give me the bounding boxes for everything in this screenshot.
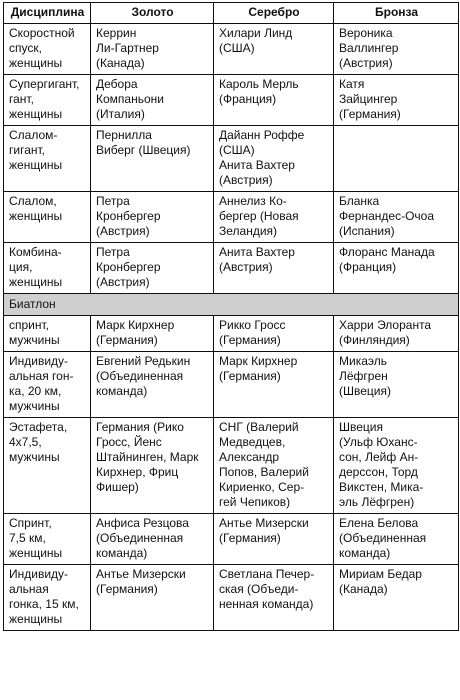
gold-line: (Канада) — [96, 56, 145, 70]
silver-line: Рикко Гросс — [219, 318, 286, 332]
silver-cell — [214, 126, 334, 192]
bronze-line: (Объединенная — [339, 531, 427, 545]
discipline-line: женщины — [9, 546, 63, 560]
gold-cell — [91, 316, 214, 352]
section-row — [4, 294, 459, 316]
silver-line: Медведцев, — [219, 435, 286, 449]
bronze-cell — [334, 418, 459, 514]
gold-cell — [91, 243, 214, 294]
discipline-line: гант, — [9, 92, 34, 106]
gold-cell — [91, 192, 214, 243]
gold-line: Штайнинген, Марк — [96, 450, 199, 464]
gold-line: Компаньони — [96, 92, 164, 106]
bronze-line: (Финляндия) — [339, 333, 410, 347]
table-row — [4, 316, 459, 352]
gold-line: Антье Мизерски — [96, 567, 186, 581]
discipline-line: 7,5 км, — [9, 531, 46, 545]
discipline-line: Комбина- — [9, 245, 62, 259]
discipline-cell — [4, 243, 91, 294]
discipline-line: женщины — [9, 107, 63, 121]
silver-cell — [214, 514, 334, 565]
gold-line: Петра — [96, 245, 130, 259]
bronze-line: Зайцингер — [339, 92, 398, 106]
bronze-cell — [334, 514, 459, 565]
gold-line: Фишер) — [96, 480, 139, 494]
gold-cell — [91, 565, 214, 631]
discipline-line: женщины — [9, 158, 63, 172]
discipline-cell — [4, 24, 91, 75]
bronze-line: Микаэль — [339, 354, 387, 368]
bronze-line: Елена Белова — [339, 516, 419, 530]
bronze-line: (Австрия) — [339, 56, 393, 70]
bronze-line: эль Лёфгрен) — [339, 495, 415, 509]
table-header-row — [4, 3, 459, 24]
silver-line: Дайанн Роффе — [219, 128, 305, 142]
discipline-cell — [4, 352, 91, 418]
discipline-line: женщины — [9, 612, 63, 626]
silver-line: Кароль Мерль — [219, 77, 299, 91]
discipline-line: Супергигант, — [9, 77, 80, 91]
silver-line: (Австрия) — [219, 260, 273, 274]
bronze-line: Валлингер — [339, 41, 399, 55]
table-row — [4, 24, 459, 75]
table-row — [4, 243, 459, 294]
bronze-line: команда) — [339, 546, 391, 560]
discipline-line: Слалом- — [9, 128, 58, 142]
discipline-line: Индивиду- — [9, 567, 69, 581]
silver-cell — [214, 316, 334, 352]
silver-line: Кириенко, Сер- — [219, 480, 305, 494]
discipline-line: Скоростной — [9, 26, 75, 40]
discipline-cell — [4, 418, 91, 514]
table-row — [4, 514, 459, 565]
silver-line: бергер (Новая — [219, 209, 299, 223]
table-row — [4, 126, 459, 192]
bronze-cell — [334, 316, 459, 352]
silver-line: Анита Вахтер — [219, 245, 295, 259]
bronze-line: Вероника — [339, 26, 393, 40]
bronze-line: Катя — [339, 77, 365, 91]
discipline-line: альная — [9, 582, 49, 596]
silver-line: СНГ (Валерий — [219, 420, 299, 434]
gold-line: (Австрия) — [96, 224, 150, 238]
discipline-line: гонка, 15 км, — [9, 597, 79, 611]
bronze-cell — [334, 24, 459, 75]
bronze-cell — [334, 565, 459, 631]
bronze-cell — [334, 126, 459, 192]
alpine-rows — [4, 24, 459, 294]
discipline-line: женщины — [9, 209, 63, 223]
discipline-line: 4x7,5, — [9, 435, 42, 449]
header-bronze: Бронза — [334, 3, 459, 24]
discipline-line: мужчины — [9, 399, 60, 413]
silver-line: Зеландия) — [219, 224, 278, 238]
silver-line: Александр — [219, 450, 280, 464]
bronze-line: (Канада) — [339, 582, 388, 596]
bronze-line: (Франция) — [339, 260, 397, 274]
table-row — [4, 75, 459, 126]
discipline-cell — [4, 565, 91, 631]
header-gold: Золото — [91, 3, 214, 24]
biathlon-section — [4, 294, 459, 316]
bronze-line: сон, Лейф Ан- — [339, 450, 419, 464]
header-discipline: Дисциплина — [4, 3, 91, 24]
bronze-line: Лёфгрен — [339, 369, 388, 383]
gold-line: Пернилла — [96, 128, 152, 142]
bronze-cell — [334, 352, 459, 418]
discipline-cell — [4, 75, 91, 126]
discipline-line: спуск, — [9, 41, 42, 55]
table-row — [4, 192, 459, 243]
silver-line: ненная команда) — [219, 597, 314, 611]
gold-line: Петра — [96, 194, 130, 208]
silver-line: (Германия) — [219, 369, 281, 383]
gold-cell — [91, 24, 214, 75]
bronze-line: Харри Элоранта — [339, 318, 432, 332]
silver-cell — [214, 192, 334, 243]
silver-line: (Франция) — [219, 92, 277, 106]
gold-line: Евгений Редькин — [96, 354, 191, 368]
silver-line: Хилари Линд — [219, 26, 293, 40]
silver-line: Аннелиз Ко- — [219, 194, 287, 208]
gold-cell — [91, 514, 214, 565]
bronze-cell — [334, 75, 459, 126]
discipline-line: Спринт, — [9, 516, 52, 530]
gold-line: (Германия) — [96, 582, 158, 596]
discipline-cell — [4, 126, 91, 192]
gold-cell — [91, 352, 214, 418]
discipline-line: Эстафета, — [9, 420, 68, 434]
silver-line: (Германия) — [219, 531, 281, 545]
discipline-line: мужчины — [9, 333, 60, 347]
gold-line: Ли-Гартнер — [96, 41, 159, 55]
gold-line: (Италия) — [96, 107, 145, 121]
silver-line: Попов, Валерий — [219, 465, 309, 479]
silver-cell — [214, 418, 334, 514]
silver-cell — [214, 24, 334, 75]
gold-line: (Австрия) — [96, 275, 150, 289]
table-row — [4, 418, 459, 514]
gold-line: Керрин — [96, 26, 137, 40]
medal-table — [3, 2, 459, 631]
table-row — [4, 352, 459, 418]
gold-line: Виберг (Швеция) — [96, 143, 191, 157]
discipline-line: женщины — [9, 56, 63, 70]
silver-line: (Австрия) — [219, 173, 273, 187]
silver-cell — [214, 352, 334, 418]
discipline-line: Слалом, — [9, 194, 57, 208]
silver-line: гей Чепиков) — [219, 495, 291, 509]
gold-cell — [91, 75, 214, 126]
silver-line: (США) — [219, 41, 255, 55]
gold-line: Кронбергер — [96, 209, 161, 223]
gold-line: Гросс, Йенс — [96, 435, 162, 449]
bronze-cell — [334, 192, 459, 243]
silver-cell — [214, 565, 334, 631]
gold-line: команда) — [96, 546, 148, 560]
silver-line: Анита Вахтер — [219, 158, 295, 172]
bronze-line: (Швеция) — [339, 384, 391, 398]
discipline-line: гигант, — [9, 143, 45, 157]
bronze-line: Швеция — [339, 420, 383, 434]
discipline-cell — [4, 192, 91, 243]
silver-line: (США) — [219, 143, 255, 157]
bronze-line: (Германия) — [339, 107, 401, 121]
biathlon-rows — [4, 316, 459, 631]
table-row — [4, 565, 459, 631]
silver-line: Светлана Печер- — [219, 567, 315, 581]
silver-line: Антье Мизерски — [219, 516, 309, 530]
header-silver: Серебро — [214, 3, 334, 24]
gold-line: (Объединенная — [96, 369, 184, 383]
discipline-line: ка, 20 км, — [9, 384, 62, 398]
discipline-line: ция, — [9, 260, 33, 274]
bronze-line: Мириам Бедар — [339, 567, 422, 581]
gold-line: Марк Кирхнер — [96, 318, 175, 332]
gold-line: (Германия) — [96, 333, 158, 347]
bronze-line: Викстен, Мика- — [339, 480, 424, 494]
discipline-line: женщины — [9, 275, 63, 289]
gold-line: Дебора — [96, 77, 138, 91]
bronze-line: Фернандес-Очоа — [339, 209, 435, 223]
silver-line: ская (Объеди- — [219, 582, 299, 596]
discipline-cell — [4, 514, 91, 565]
bronze-line: Флоранс Манада — [339, 245, 435, 259]
bronze-cell — [334, 243, 459, 294]
gold-line: Кирхнер, Фриц — [96, 465, 179, 479]
discipline-line: спринт, — [9, 318, 50, 332]
discipline-cell — [4, 316, 91, 352]
gold-cell — [91, 126, 214, 192]
discipline-line: Индивиду- — [9, 354, 69, 368]
gold-line: Кронбергер — [96, 260, 161, 274]
bronze-line: Бланка — [339, 194, 380, 208]
bronze-line: (Ульф Юханс- — [339, 435, 418, 449]
gold-line: команда) — [96, 384, 148, 398]
gold-line: (Объединенная — [96, 531, 184, 545]
gold-line: Анфиса Резцова — [96, 516, 189, 530]
section-title: Биатлон — [4, 294, 459, 316]
silver-line: Марк Кирхнер — [219, 354, 298, 368]
silver-cell — [214, 243, 334, 294]
gold-cell — [91, 418, 214, 514]
bronze-line: (Испания) — [339, 224, 395, 238]
gold-line: Германия (Рико — [96, 420, 184, 434]
discipline-line: альная гон- — [9, 369, 74, 383]
silver-line: (Германия) — [219, 333, 281, 347]
bronze-line: дерссон, Торд — [339, 465, 418, 479]
discipline-line: мужчины — [9, 450, 60, 464]
silver-cell — [214, 75, 334, 126]
